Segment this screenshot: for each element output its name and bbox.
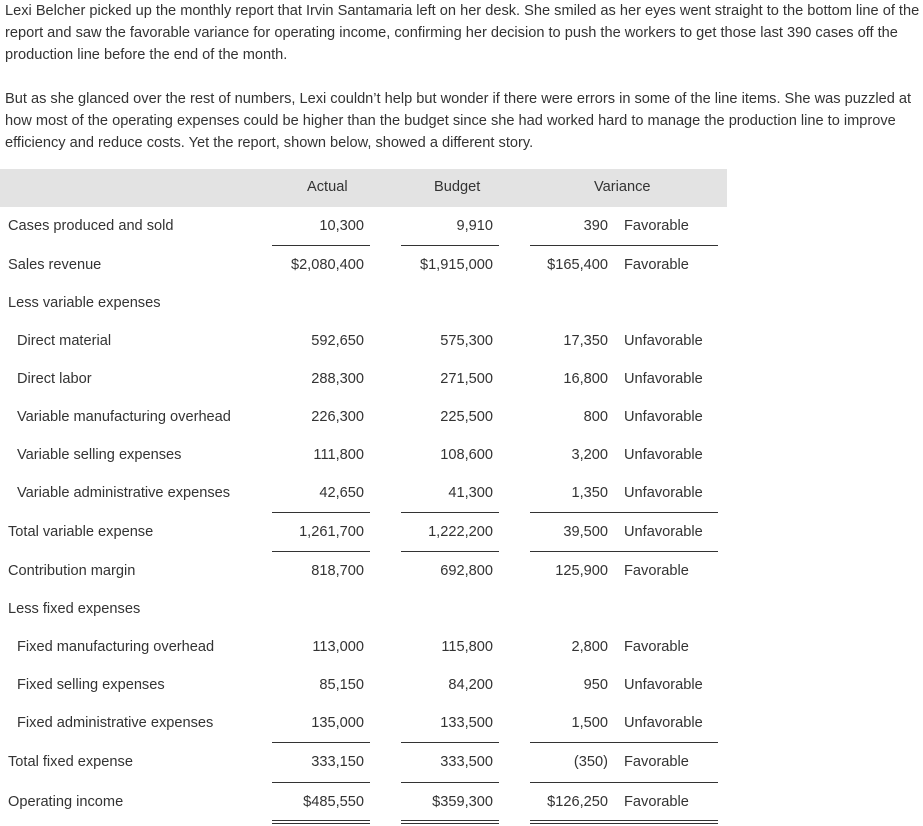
table-row — [0, 666, 923, 704]
actual-value: 10,300 — [319, 218, 364, 234]
variance-type: Unfavorable — [624, 409, 703, 425]
actual-value: 333,150 — [311, 754, 364, 770]
table-header — [0, 169, 727, 207]
row-label: Direct labor — [17, 371, 92, 387]
budget-value: $1,915,000 — [419, 257, 493, 273]
row-label: Less fixed expenses — [8, 601, 141, 617]
performance-report-table — [0, 169, 923, 826]
table-row — [0, 628, 923, 666]
double-underline — [401, 820, 499, 821]
actual-value: 135,000 — [311, 715, 364, 731]
actual-value: 226,300 — [311, 409, 364, 425]
table-row — [0, 360, 923, 398]
actual-value: $485,550 — [303, 794, 364, 810]
table-row — [0, 513, 923, 551]
budget-value: $359,300 — [432, 794, 493, 810]
variance-type: Unfavorable — [624, 371, 703, 387]
row-label: Contribution margin — [8, 563, 136, 579]
variance-value: (350) — [573, 754, 608, 770]
variance-type: Favorable — [624, 218, 689, 234]
row-label: Fixed administrative expenses — [17, 715, 214, 731]
budget-value: 41,300 — [448, 485, 493, 501]
row-label: Less variable expenses — [8, 295, 161, 311]
row-label: Direct material — [17, 333, 112, 349]
variance-type: Unfavorable — [624, 524, 703, 540]
variance-type: Favorable — [624, 754, 689, 770]
header-budget: Budget — [434, 179, 481, 195]
actual-value: 42,650 — [319, 485, 364, 501]
row-label: Total fixed expense — [8, 754, 133, 770]
row-label: Fixed selling expenses — [17, 677, 165, 693]
table-row — [0, 590, 923, 628]
budget-value: 9,910 — [456, 218, 493, 234]
actual-value: 592,650 — [311, 333, 364, 349]
budget-value: 225,500 — [440, 409, 493, 425]
variance-value: 390 — [583, 218, 608, 234]
budget-value: 108,600 — [440, 447, 493, 463]
variance-value: 950 — [583, 677, 608, 693]
row-label: Variable manufacturing overhead — [17, 409, 231, 425]
row-label: Cases produced and sold — [8, 218, 174, 234]
table-row — [0, 246, 923, 284]
actual-value: 111,800 — [313, 447, 364, 463]
actual-value: 818,700 — [311, 563, 364, 579]
table-row — [0, 704, 923, 742]
header-variance: Variance — [594, 179, 651, 195]
budget-value: 115,800 — [441, 639, 493, 655]
row-label: Variable administrative expenses — [17, 485, 231, 501]
double-underline — [401, 823, 499, 824]
budget-value: 575,300 — [440, 333, 493, 349]
variance-value: 1,500 — [571, 715, 608, 731]
row-label: Fixed manufacturing overhead — [17, 639, 215, 655]
budget-value: 1,222,200 — [428, 524, 493, 540]
table-row — [0, 207, 923, 245]
budget-value: 133,500 — [440, 715, 493, 731]
table-row — [0, 783, 923, 821]
row-label: Sales revenue — [8, 257, 102, 273]
variance-value: 39,500 — [563, 524, 608, 540]
table-row — [0, 322, 923, 360]
row-label: Operating income — [8, 794, 124, 810]
intro-paragraph-1: Lexi Belcher picked up the monthly report that Irvin Santamaria left on her desk. She smiled as her eyes went straight to the bottom line of the report and saw the favorable variance for operating income, confirming her decision to push the workers to get those last 390 cases off the production line before the end of the month. — [5, 3, 920, 63]
variance-value: 3,200 — [571, 447, 608, 463]
row-label: Total variable expense — [8, 524, 154, 540]
variance-value: 800 — [583, 409, 608, 425]
variance-type: Unfavorable — [624, 677, 703, 693]
table-row — [0, 743, 923, 781]
budget-value: 271,500 — [440, 371, 493, 387]
variance-value: 2,800 — [571, 639, 608, 655]
variance-type: Favorable — [624, 257, 689, 273]
variance-value: 125,900 — [555, 563, 608, 579]
variance-type: Favorable — [624, 563, 689, 579]
variance-value: 17,350 — [563, 333, 608, 349]
variance-value: $165,400 — [547, 257, 608, 273]
variance-value: 1,350 — [571, 485, 608, 501]
header-actual: Actual — [307, 179, 348, 195]
budget-value: 333,500 — [440, 754, 493, 770]
variance-value: $126,250 — [547, 794, 608, 810]
actual-value: $2,080,400 — [290, 257, 364, 273]
variance-type: Unfavorable — [624, 447, 703, 463]
double-underline — [530, 820, 718, 821]
variance-type: Favorable — [624, 794, 689, 810]
double-underline — [530, 823, 718, 824]
actual-value: 113,000 — [312, 639, 364, 655]
variance-value: 16,800 — [563, 371, 608, 387]
row-label: Variable selling expenses — [17, 447, 182, 463]
table-row — [0, 436, 923, 474]
variance-type: Unfavorable — [624, 333, 703, 349]
actual-value: 85,150 — [319, 677, 364, 693]
variance-type: Unfavorable — [624, 715, 703, 731]
intro-paragraph-2: But as she glanced over the rest of numbers, Lexi couldn’t help but wonder if there were errors in some of the line items. She was puzzled at how most of the operating expenses could be higher than the budget since she had worked hard to manage the production line to improve efficiency and reduce costs. Yet the report, shown below, showed a different story. — [5, 91, 912, 151]
table-row — [0, 398, 923, 436]
variance-type: Favorable — [624, 639, 689, 655]
variance-type: Unfavorable — [624, 485, 703, 501]
table-row — [0, 552, 923, 590]
budget-value: 692,800 — [440, 563, 493, 579]
actual-value: 288,300 — [311, 371, 364, 387]
budget-value: 84,200 — [448, 677, 493, 693]
table-row — [0, 284, 923, 322]
double-underline — [272, 820, 370, 821]
double-underline — [272, 823, 370, 824]
actual-value: 1,261,700 — [299, 524, 364, 540]
table-row — [0, 474, 923, 512]
